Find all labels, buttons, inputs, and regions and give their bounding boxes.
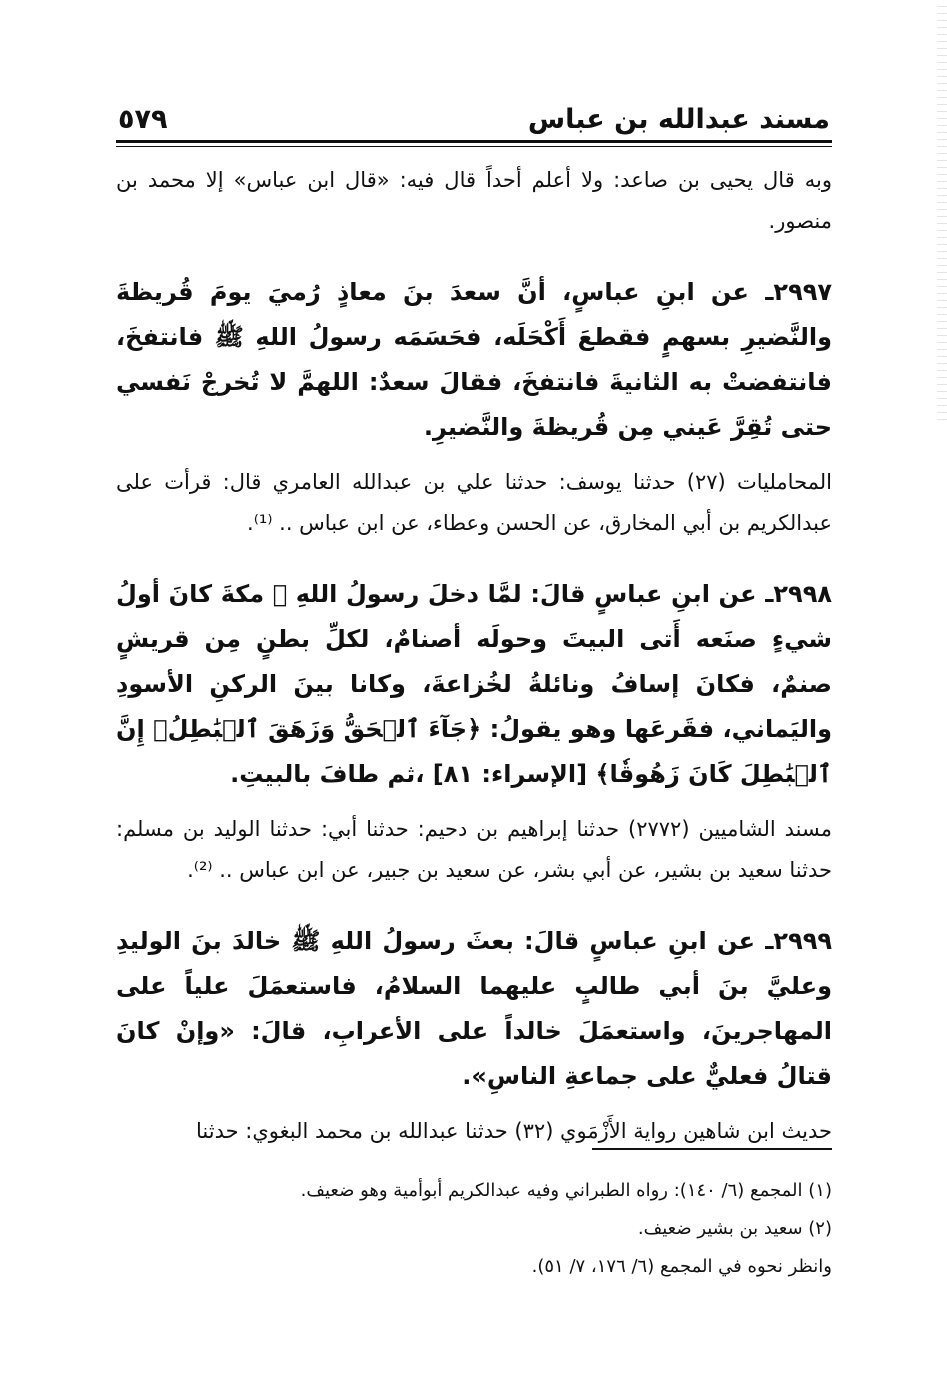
footnote-2-continuation: وانظر نحوه في المجمع (٦/ ١٧٦، ٧/ ٥١). bbox=[531, 1256, 832, 1277]
hadith-text: عن ابنِ عباسٍ، أنَّ سعدَ بنَ معاذٍ رُميَ يومَ قُريظةَ والنَّضيرِ بسهمٍ فقطعَ أَكْحَلَه، فحَسَمَه رسولُ اللهِ ﷺ فانتفخَ، فانتفضتْ به الثانيةَ فانتفخَ، فقالَ سعدٌ: اللهمَّ لا تُخرجْ نَفسي حتى تُقِرَّ عَيني مِن قُريظةَ والنَّضيرِ. bbox=[116, 278, 832, 441]
body-text bbox=[116, 160, 832, 1152]
footnote-1: (١) المجمع (٦/ ١٤٠): رواه الطبراني وفيه عبدالكريم أبوأمية وهو ضعيف. bbox=[300, 1180, 832, 1201]
page-edge-shadow bbox=[937, 0, 947, 420]
source-note: وبه قال يحيى بن صاعد: ولا أعلم أحداً قال فيه: «قال ابن عباس» إلا محمد بن منصور. bbox=[116, 168, 832, 233]
hadith-2997: ٢٩٩٧ـ عن ابنِ عباسٍ، أنَّ سعدَ بنَ معاذٍ رُميَ يومَ قُريظةَ والنَّضيرِ بسهمٍ فقطعَ أَكْحَلَه، فحَسَمَه رسولُ اللهِ ﷺ فانتفخَ، فانتفضتْ به الثانيةَ فانتفخَ، فقالَ سعدٌ: اللهمَّ لا تُخرجْ نَفسي حتى تُقِرَّ عَيني مِن قُريظةَ والنَّضيرِ. bbox=[116, 278, 833, 441]
footnote-2: (٢) سعيد بن بشير ضعيف. bbox=[637, 1218, 832, 1239]
footnotes bbox=[116, 1172, 832, 1286]
hadith-number: ٢٩٩٧ bbox=[773, 278, 833, 306]
hadith-number: ٢٩٩٩ bbox=[773, 927, 833, 955]
page-number: ٥٧٩ bbox=[118, 104, 168, 135]
hadith-text: عن ابنِ عباسٍ قالَ: لمَّا دخلَ رسولُ اللهِ ﷺ مكةَ كانَ أولُ شيءٍ صنَعه أَتى البيتَ وحولَه أصنامٌ، لكلِّ بطنٍ مِن قريشٍ صنمٌ، فكانَ إسافُ ونائلةُ لخُزاعةَ، وكانا بينَ الركنِ الأسودِ واليَماني، فقَرعَها وهو يقولُ: ﴿جَآءَ ٱلۡحَقُّ وَزَهَقَ ٱلۡبَٰطِلُۚ إِنَّ ٱلۡبَٰطِلَ كَانَ زَهُوقٗا﴾ [الإسراء: ٨١] ،ثم طافَ بالبيتِ. bbox=[116, 580, 832, 788]
hadith-text: عن ابنِ عباسٍ قالَ: بعثَ رسولُ اللهِ ﷺ خالدَ بنَ الوليدِ وعليَّ بنَ أبي طالبٍ عليهما السلامُ، فاستعمَلَ علياً على المهاجرينَ، واستعمَلَ خالداً على الأعرابِ، قالَ: «وإنْ كانَ قتالُ فعليٌّ على جماعةِ الناسِ». bbox=[116, 927, 832, 1090]
hadith-number: ٢٩٩٨ bbox=[773, 580, 832, 608]
source-note: المحامليات (٢٧) حدثنا يوسف: حدثنا علي بن عبدالله العامري قال: قرأت على عبدالكريم بن أبي المخارق، عن الحسن وعطاء، عن ابن عباس .. ⁽¹⁾. bbox=[116, 470, 833, 535]
source-note: حديث ابن شاهين رواية الأَزْمَوي (٣٢) حدثنا عبدالله بن محمد البغوي: حدثنا bbox=[196, 1119, 832, 1143]
hadith-2998: ٢٩٩٨ـ عن ابنِ عباسٍ قالَ: لمَّا دخلَ رسولُ اللهِ ﷺ مكةَ كانَ أولُ شيءٍ صنَعه أَتى البيتَ وحولَه أصنامٌ، لكلِّ بطنٍ مِن قريشٍ صنمٌ، فكانَ إسافُ ونائلةُ لخُزاعةَ، وكانا بينَ الركنِ الأسودِ واليَماني، فقَرعَها وهو يقولُ: ﴿جَآءَ ٱلۡحَقُّ وَزَهَقَ ٱلۡبَٰطِلُۚ إِنَّ ٱلۡبَٰطِلَ كَانَ زَهُوقٗا﴾ [الإسراء: ٨١] ،ثم طافَ بالبيتِ. bbox=[116, 580, 832, 788]
header-rule-thin bbox=[116, 146, 832, 147]
source-note: مسند الشاميين (٢٧٧٢) حدثنا إبراهيم بن دحيم: حدثنا أبي: حدثنا الوليد بن مسلم: حدثنا سعيد بن بشير، عن أبي بشر، عن سعيد بن جبير، عن ابن عباس .. ⁽²⁾. bbox=[116, 817, 832, 882]
footnote-rule bbox=[592, 1148, 832, 1150]
running-title: مسند عبدالله بن عباس bbox=[527, 104, 830, 135]
page-header bbox=[118, 100, 830, 140]
header-rule-thick bbox=[116, 140, 832, 143]
hadith-2999: ٢٩٩٩ـ عن ابنِ عباسٍ قالَ: بعثَ رسولُ اللهِ ﷺ خالدَ بنَ الوليدِ وعليَّ بنَ أبي طالبٍ عليهما السلامُ، فاستعمَلَ علياً على المهاجرينَ، واستعمَلَ خالداً على الأعرابِ، قالَ: «وإنْ كانَ قتالُ فعليٌّ على جماعةِ الناسِ». bbox=[116, 927, 833, 1090]
